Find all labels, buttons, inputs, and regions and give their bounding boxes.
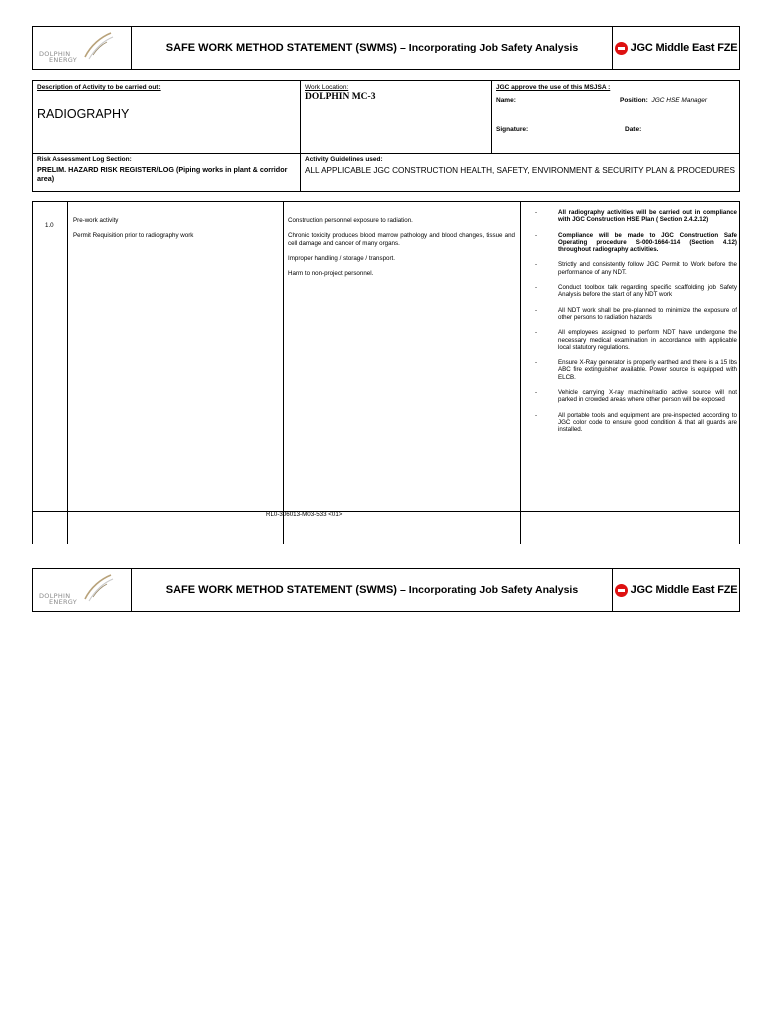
controls-cell	[535, 209, 737, 442]
risk-log-value: PRELIM. HAZARD RISK REGISTER/LOG (Piping works in plant & corridor area)	[37, 165, 288, 183]
hazard-item: Improper handling / storage / transport.	[288, 254, 395, 262]
control-measure-text: Vehicle carrying X-ray machine/radio active source will not parked in crowded areas where other person will be exposed	[558, 389, 737, 404]
control-measure-item	[535, 389, 737, 404]
control-measure-text: Compliance will be made to JGC Construction Safe Operating procedure S-000-1664-114 (Section 4.12) throughout radiography activities.	[558, 231, 737, 254]
control-measure-text: All radiography activities will be carried out in compliance with JGC Construction HSE Plan ( Section 2.4.2.12)	[558, 209, 737, 224]
control-measure-text: Conduct toolbox talk regarding specific scaffolding job Safety Analysis before the start of any NDT work	[558, 284, 737, 299]
guidelines-label: Activity Guidelines used:	[305, 156, 383, 163]
list-dash: -	[535, 359, 538, 367]
activity-cell	[73, 217, 278, 240]
guidelines-cell	[301, 154, 739, 191]
hazard-item: Chronic toxicity produces blood marrow pathology and blood changes, tissue and cell damage and cancer of many organs.	[288, 232, 515, 247]
risk-log-label: Risk Assessment Log Section:	[37, 156, 132, 163]
list-dash: -	[535, 306, 538, 314]
list-dash: -	[535, 231, 538, 239]
risk-log-cell	[33, 154, 301, 191]
activity-line: Permit Requisition prior to radiography work	[73, 232, 194, 240]
name-label: Name:	[496, 97, 516, 104]
activity-line: Pre-work activity	[73, 217, 119, 224]
title-main: SAFE WORK METHOD STATEMENT (SWMS)	[165, 42, 397, 54]
description-label: Description of Activity to be carried out:	[37, 84, 161, 91]
title-main: SAFE WORK METHOD STATEMENT (SWMS)	[165, 584, 397, 596]
jgc-logo-icon	[615, 584, 628, 597]
hazard-item: Harm to non-project personnel.	[288, 270, 374, 278]
jgc-logo-icon	[615, 42, 628, 55]
control-measure-item	[535, 359, 737, 381]
work-location-value: DOLPHIN MC-3	[305, 92, 376, 102]
work-location-cell	[301, 81, 492, 154]
control-measures-list	[535, 209, 737, 434]
company-name: JGC Middle East FZE	[630, 584, 738, 596]
control-measure-text: All portable tools and equipment are pre-inspected according to JGC color code to ensure good condition & that all guards are installed.	[558, 411, 737, 434]
logo-text-line2: ENERGY	[49, 56, 78, 64]
jgc-company-cell	[612, 569, 739, 611]
company-name: JGC Middle East FZE	[630, 42, 738, 54]
job-safety-analysis-table	[32, 201, 740, 544]
control-measure-item	[535, 261, 737, 276]
list-dash: -	[535, 329, 538, 337]
document-title	[132, 27, 612, 69]
signature-label: Signature:	[496, 126, 529, 133]
list-dash: -	[535, 261, 538, 269]
control-measure-item	[535, 284, 737, 299]
guidelines-value: ALL APPLICABLE JGC CONSTRUCTION HEALTH, SAFETY, ENVIRONMENT & SECURITY PLAN & PROCEDURES	[305, 166, 735, 175]
work-location-label: Work Location:	[305, 84, 349, 91]
title-sub: – Incorporating Job Safety Analysis	[400, 42, 579, 54]
page-header-repeat	[32, 568, 740, 612]
dolphin-energy-logo	[33, 569, 132, 611]
step-number: 1.0	[45, 222, 54, 229]
column-divider	[67, 202, 68, 544]
description-cell	[33, 81, 301, 154]
document-reference: RL0-306013-M03-533 <01>	[266, 511, 343, 518]
logo-text-line2: ENERGY	[49, 598, 78, 606]
approval-label: JGC approve the use of this MSJSA :	[496, 84, 611, 91]
control-measure-item	[535, 411, 737, 434]
control-measure-item	[535, 209, 737, 224]
control-measure-text: Strictly and consistently follow JGC Permit to Work before the performance of any NDT.	[558, 261, 737, 276]
control-measure-text: All NDT work shall be pre-planned to minimize the exposure of other persons to radiation hazards	[558, 306, 737, 321]
hazard-item: Construction personnel exposure to radiation.	[288, 217, 413, 224]
logo-text-line1: DOLPHIN	[39, 592, 71, 600]
control-measure-text: Ensure X-Ray generator is properly earthed and there is a 15 lbs ABC fire extinguisher available. Power source is equipped with ELCB.	[558, 359, 737, 381]
list-dash: -	[535, 284, 538, 292]
date-label: Date:	[625, 126, 642, 133]
column-divider	[283, 202, 284, 544]
column-divider	[520, 202, 521, 544]
position-label: Position:	[620, 97, 648, 104]
jgc-company-cell	[612, 27, 739, 69]
position-value: JGC HSE Manager	[651, 97, 708, 104]
description-value: RADIOGRAPHY	[37, 107, 130, 121]
control-measure-text: All employees assigned to perform NDT have undergone the necessary medical examination in accordance with applicable local statutory regulations.	[558, 329, 737, 351]
approval-cell	[492, 81, 739, 154]
list-dash: -	[535, 389, 538, 397]
dolphin-energy-logo	[33, 27, 132, 69]
list-dash: -	[535, 411, 538, 419]
page-header	[32, 26, 740, 70]
list-dash: -	[535, 209, 538, 216]
row-divider	[33, 511, 739, 512]
document-title	[132, 569, 612, 611]
control-measure-item	[535, 231, 737, 254]
control-measure-item	[535, 329, 737, 351]
hazards-cell	[288, 217, 515, 285]
activity-info-table	[32, 80, 740, 192]
logo-text-line1: DOLPHIN	[39, 50, 71, 58]
title-sub: – Incorporating Job Safety Analysis	[400, 584, 579, 596]
control-measure-item	[535, 306, 737, 322]
